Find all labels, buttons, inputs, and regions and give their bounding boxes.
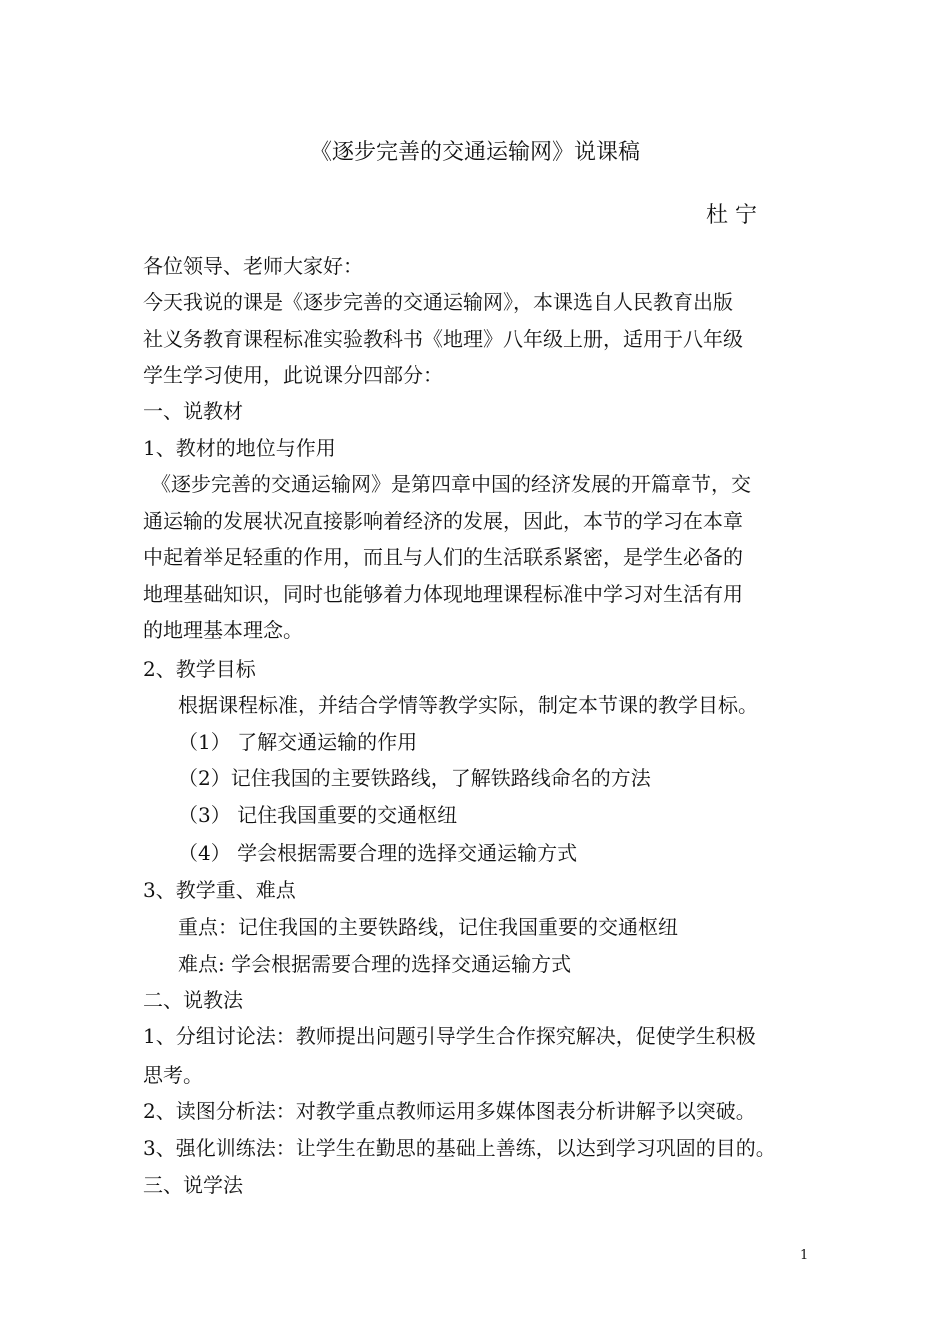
author-name: 杜 宁 (706, 203, 757, 228)
list-item: （1） 了解交通运输的作用 (178, 730, 418, 754)
text-line: 各位领导、老师大家好： (143, 254, 363, 278)
list-item: （3） 记住我国重要的交通枢纽 (178, 803, 458, 827)
document-title: 《逐步完善的交通运输网》说课稿 (309, 140, 640, 165)
text-line: 中起着举足轻重的作用，而且与人们的生活联系紧密，是学生必备的 (143, 545, 743, 569)
list-item: （2）记住我国的主要铁路线，了解铁路线命名的方法 (178, 766, 651, 790)
text-line: 思考。 (143, 1063, 203, 1087)
text-line: 1、分组讨论法：教师提出问题引导学生合作探究解决，促使学生积极 (143, 1024, 756, 1048)
text-line: 2、读图分析法：对教学重点教师运用多媒体图表分析讲解予以突破。 (143, 1099, 756, 1123)
section-heading: 三、说学法 (143, 1173, 243, 1197)
section-heading: 一、说教材 (143, 399, 243, 423)
text-line: 社义务教育课程标准实验教科书《地理》八年级上册，适用于八年级 (143, 327, 743, 351)
text-line: 通运输的发展状况直接影响着经济的发展，因此，本节的学习在本章 (143, 509, 743, 533)
text-line: 学生学习使用，此说课分四部分： (143, 363, 443, 387)
text-line: 重点：记住我国的主要铁路线，记住我国重要的交通枢纽 (178, 915, 678, 939)
text-line: 今天我说的课是《逐步完善的交通运输网》，本课选自人民教育出版 (143, 290, 733, 314)
subsection-heading: 2、教学目标 (143, 657, 256, 681)
text-line: 难点: 学会根据需要合理的选择交通运输方式 (178, 952, 572, 976)
text-line: 地理基础知识，同时也能够着力体现地理课程标准中学习对生活有用 (143, 582, 743, 606)
text-line: 根据课程标准，并结合学情等教学实际，制定本节课的教学目标。 (178, 693, 758, 717)
subsection-heading: 1、教材的地位与作用 (143, 436, 336, 460)
section-heading: 二、说教法 (143, 988, 243, 1012)
page-number: 1 (800, 1248, 809, 1263)
subsection-heading: 3、教学重、难点 (143, 878, 296, 902)
text-line: 3、强化训练法：让学生在勤思的基础上善练，以达到学习巩固的目的。 (143, 1136, 776, 1160)
text-line: 《逐步完善的交通运输网》是第四章中国的经济发展的开篇章节，交 (151, 472, 751, 496)
list-item: （4） 学会根据需要合理的选择交通运输方式 (178, 841, 578, 865)
text-line: 的地理基本理念。 (143, 618, 303, 642)
